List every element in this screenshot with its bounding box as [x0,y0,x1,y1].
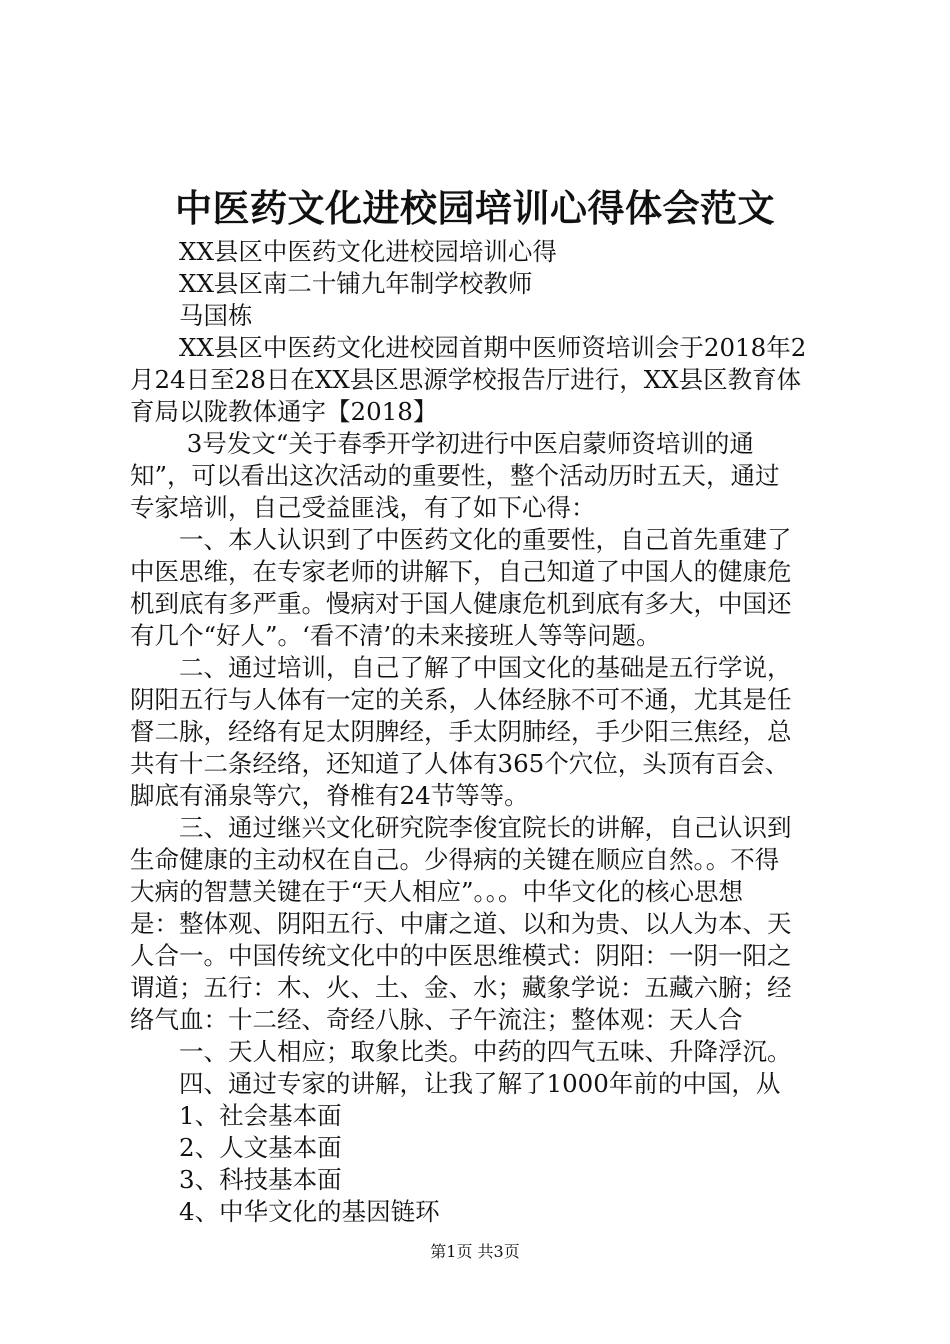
body-line: 育局以陇教体通字【2018】 [130,397,438,426]
body-line: 有几个“好人”。‘看不清’的未来接班人等等问题。 [130,621,661,650]
body-line: 一、天人相应；取象比类。中药的四气五味、升降浮沉。 [130,1037,792,1066]
body-line: 2、人文基本面 [130,1133,342,1162]
page-footer: 第1页 共3页 [430,1242,520,1261]
body-line: XX县区南二十铺九年制学校教师 [130,269,533,298]
body-line: 人合一。中国传统文化中的中医思维模式：阴阳：一阴一阳之 [130,941,792,970]
body-line: 生命健康的主动权在自己。少得病的关键在顺应自然。。不得 [130,845,780,874]
body-line: 一、本人认识到了中医药文化的重要性，自己首先重建了 [130,525,792,554]
body-line: 四、通过专家的讲解，让我了解了1000年前的中国，从 [130,1069,781,1098]
body-line: 共有十二条经络，还知道了人体有365个穴位，头顶有百会、 [130,749,790,778]
body-line: 4、中华文化的基因链环 [130,1197,440,1226]
body-line: 马国栋 [130,301,253,330]
body-line: 络气血：十二经、奇经八脉、子午流注；整体观：天人合 [130,1005,743,1034]
body-line: XX县区中医药文化进校园首期中医师资培训会于2018年2 [130,333,807,362]
body-line: XX县区中医药文化进校园培训心得 [130,237,557,266]
body-line: 谓道；五行：木、火、土、金、水；藏象学说：五藏六腑；经 [130,973,792,1002]
body-line: 大病的智慧关键在于“天人相应”。。。中华文化的核心思想 [130,877,744,906]
body-line: 三、通过继兴文化研究院李俊宜院长的讲解，自己认识到 [130,813,792,842]
body-line: 督二脉，经络有足太阴脾经，手太阴肺经，手少阳三焦经，总 [130,717,792,746]
body-line: 知”，可以看出这次活动的重要性，整个活动历时五天，通过 [130,461,780,490]
body-line: 中医思维，在专家老师的讲解下，自己知道了中国人的健康危 [130,557,792,586]
body-line: 3号发文“关于春季开学初进行中医启蒙师资培训的通 [130,429,754,458]
body-line: 月24日至28日在XX县区思源学校报告厅进行，XX县区教育体 [130,365,802,394]
document-title: 中医药文化进校园培训心得体会范文 [175,186,775,230]
body-line: 脚底有涌泉等穴，脊椎有24节等等。 [130,781,529,810]
body-line: 专家培训，自己受益匪浅，有了如下心得： [130,493,596,522]
body-line: 二、通过培训，自己了解了中国文化的基础是五行学说， [130,653,792,682]
body-line: 是：整体观、阴阳五行、中庸之道、以和为贵、以人为本、天 [130,909,792,938]
body-line: 3、科技基本面 [130,1165,342,1194]
body-line: 1、社会基本面 [130,1101,342,1130]
body-line: 机到底有多严重。慢病对于国人健康危机到底有多大，中国还 [130,589,792,618]
body-line: 阴阳五行与人体有一定的关系，人体经脉不可不通，尤其是任 [130,685,792,714]
